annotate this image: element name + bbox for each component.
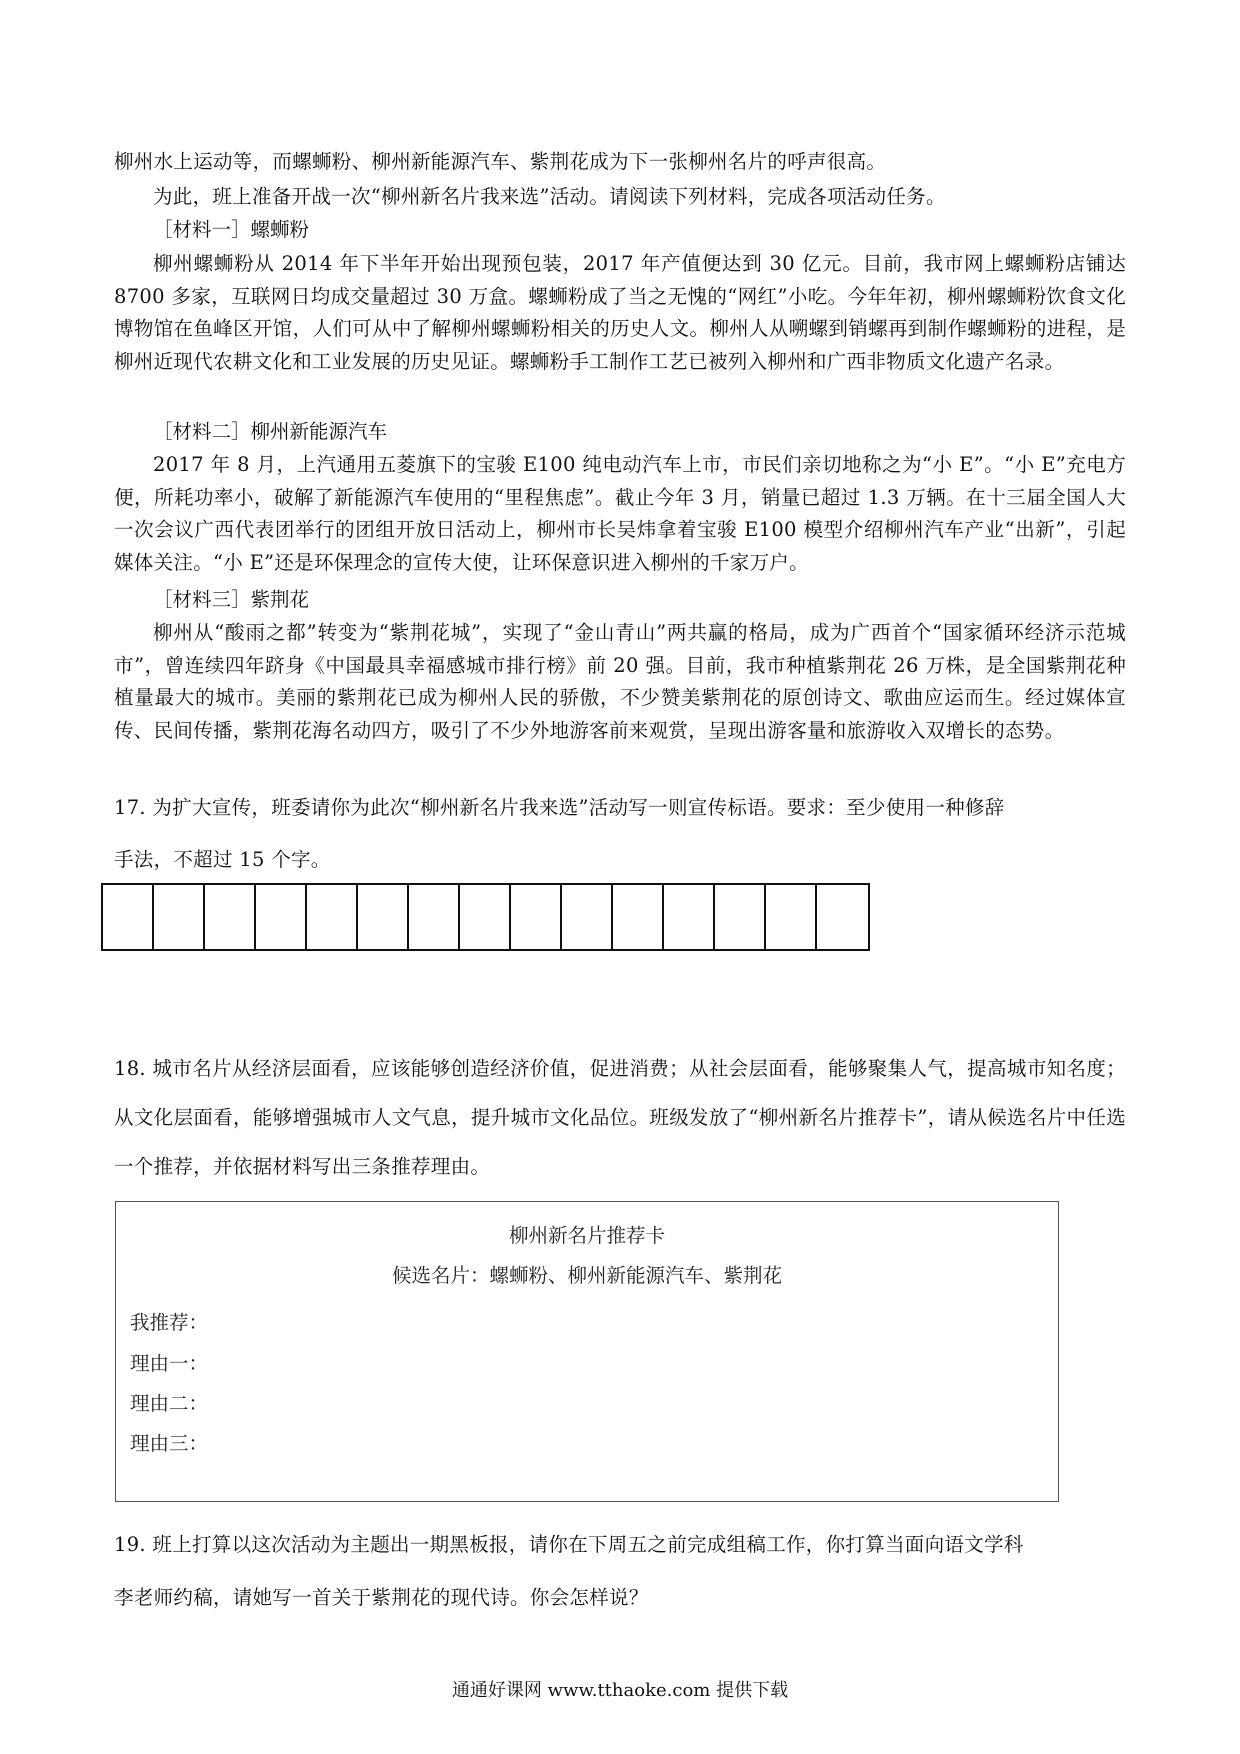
material-3-body: 柳州从“酸雨之都”转变为“紫荆花城”，实现了“金山青山”两共赢的格局，成为广西首个“国家循环经济示范城市”，曾连续四年跻身《中国最具幸福感城市排行榜》前 20 强。目前，我市种植紫荆花 26 万株，是全国紫荆花种植量最大的城市。美丽的紫荆花已成为柳州人民的骄傲，不少赞美紫荆花的原创诗文、歌曲应运而生。经过媒体宣传、民间传播，紫荆花海名动四方，吸引了不少外地游客前来观赏，呈现出游客量和旅游收入双增长的态势。	[114, 621, 1126, 742]
answer-grid-cell[interactable]	[766, 885, 817, 949]
question-19-line-2: 李老师约稿，请她写一首关于紫荆花的现代诗。你会怎样说？	[114, 1586, 649, 1609]
question-17-line-1: 17. 为扩大宣传，班委请你为此次“柳州新名片我来选”活动写一则宣传标语。要求：至少使用一种修辞	[114, 796, 1005, 819]
card-reason-2: 理由二：	[130, 1392, 209, 1415]
answer-grid-cell[interactable]	[817, 885, 868, 949]
card-recommend-label: 我推荐：	[130, 1311, 209, 1334]
intro-line-1: 柳州水上运动等，而螺蛳粉、柳州新能源汽车、紫荆花成为下一张柳州名片的呼声很高。	[114, 150, 887, 173]
answer-grid-cell[interactable]	[715, 885, 766, 949]
question-18: 18. 城市名片从经济层面看，应该能够创造经济价值，促进消费；从社会层面看，能够聚集人气，提高城市知名度；从文化层面看，能够增强城市人文气息，提升城市文化品位。班级发放了“柳州新名片推荐卡”，请从候选名片中任选一个推荐，并依据材料写出三条推荐理由。	[114, 1057, 1126, 1178]
answer-grid-cell[interactable]	[307, 885, 358, 949]
material-2-heading: ［材料二］柳州新能源汽车	[153, 420, 388, 443]
answer-grid-cell[interactable]	[103, 885, 154, 949]
recommendation-card	[115, 1201, 1059, 1502]
answer-grid-cell[interactable]	[154, 885, 205, 949]
answer-grid-cell[interactable]	[664, 885, 715, 949]
material-1-heading: ［材料一］螺蛳粉	[153, 218, 310, 241]
answer-grid-cell[interactable]	[460, 885, 511, 949]
material-3-heading: ［材料三］紫荆花	[153, 588, 310, 611]
card-reason-1: 理由一：	[130, 1352, 209, 1375]
answer-grid-cell[interactable]	[256, 885, 307, 949]
question-17-line-2: 手法，不超过 15 个字。	[114, 848, 331, 871]
answer-grid-cell[interactable]	[562, 885, 613, 949]
answer-grid-cell[interactable]	[205, 885, 256, 949]
material-1-body: 柳州螺蛳粉从 2014 年下半年开始出现预包装，2017 年产值便达到 30 亿元。目前，我市网上螺蛳粉店铺达 8700 多家，互联网日均成交量超过 30 万盒。螺蛳粉成了当之无愧的“网红”小吃。今年年初，柳州螺蛳粉饮食文化博物馆在鱼峰区开馆，人们可从中了解柳州螺蛳粉相关的历史人文。柳州人从嗍螺到销螺再到制作螺蛳粉的进程，是柳州近现代农耕文化和工业发展的历史见证。螺蛳粉手工制作工艺已被列入柳州和广西非物质文化遗产名录。	[114, 252, 1126, 373]
answer-grid[interactable]	[101, 883, 870, 951]
answer-grid-cell[interactable]	[511, 885, 562, 949]
answer-grid-cell[interactable]	[409, 885, 460, 949]
footer-credit: 通通好课网 www.tthaoke.com 提供下载	[451, 1680, 789, 1701]
card-reason-3: 理由三：	[130, 1432, 209, 1455]
answer-grid-cell[interactable]	[613, 885, 664, 949]
card-title: 柳州新名片推荐卡	[508, 1224, 665, 1247]
answer-grid-cell[interactable]	[358, 885, 409, 949]
card-subtitle: 候选名片：螺蛳粉、柳州新能源汽车、紫荆花	[391, 1264, 782, 1287]
intro-line-2: 为此，班上准备开战一次“柳州新名片我来选”活动。请阅读下列材料，完成各项活动任务。	[153, 185, 946, 208]
question-19-line-1: 19. 班上打算以这次活动为主题出一期黑板报，请你在下周五之前完成组稿工作，你打算当面向语文学科	[114, 1533, 1024, 1556]
material-2-body: 2017 年 8 月，上汽通用五菱旗下的宝骏 E100 纯电动汽车上市，市民们亲切地称之为“小 E”。“小 E”充电方便，所耗功率小，破解了新能源汽车使用的“里程焦虑”。截止今年 3 月，销量已超过 1.3 万辆。在十三届全国人大一次会议广西代表团举行的团组开放日活动上，柳州市长吴炜拿着宝骏 E100 模型介绍柳州汽车产业“出新”，引起媒体关注。“小 E”还是环保理念的宣传大使，让环保意识进入柳州的千家万户。	[114, 453, 1126, 574]
